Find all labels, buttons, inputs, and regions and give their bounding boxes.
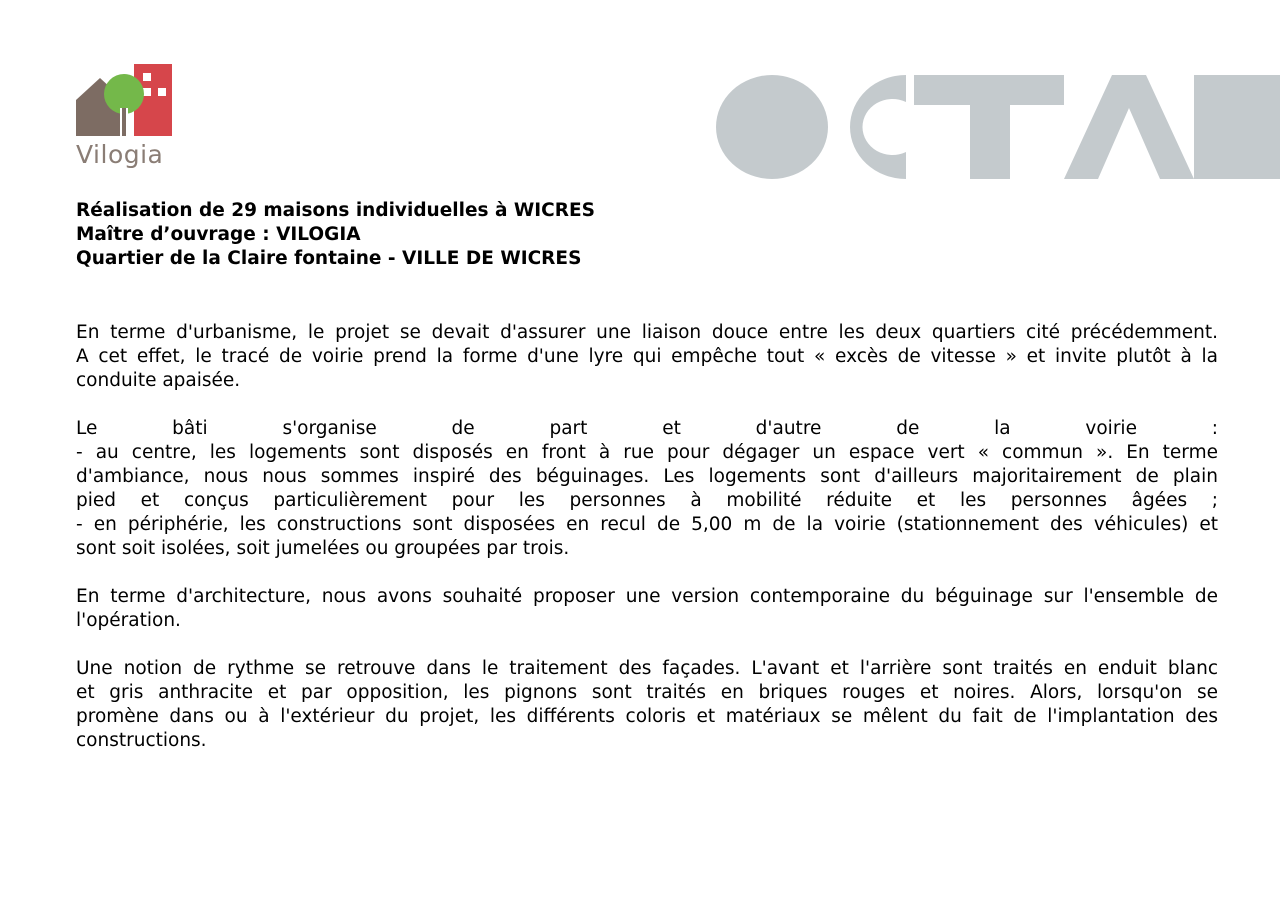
text-line: - en périphérie, les constructions sont disposées en recul de 5,00 m de la voirie (stationnement des véhicules) et <box>76 514 1218 535</box>
text-line: Le bâti s'organise de part et d'autre de la voirie : <box>76 418 1218 439</box>
title-line-client: Maître d’ouvrage : VILOGIA <box>76 224 361 245</box>
document-title <box>76 199 1216 271</box>
document-body <box>76 321 1218 777</box>
text-line: constructions. <box>76 730 207 751</box>
title-line-project: Réalisation de 29 maisons individuelles à WICRES <box>76 200 595 221</box>
paragraph-bati <box>76 417 1218 561</box>
text-line: sont soit isolées, soit jumelées ou groupées par trois. <box>76 538 570 559</box>
octa-logo <box>716 72 1280 182</box>
text-line: l'opération. <box>76 610 181 631</box>
paragraph-rythme <box>76 657 1218 753</box>
text-line: d'ambiance, nous nous sommes inspiré des béguinages. Les logements sont d'ailleurs majoritairement de plain <box>76 466 1218 487</box>
paragraph-architecture <box>76 585 1218 633</box>
page-header <box>0 0 1280 190</box>
text-line: - au centre, les logements sont disposés en front à rue pour dégager un espace vert « commun ». En terme <box>76 442 1218 463</box>
paragraph-urbanisme <box>76 321 1218 393</box>
text-line: A cet effet, le tracé de voirie prend la forme d'une lyre qui empêche tout « excès de vitesse » et invite plutôt à la <box>76 346 1218 367</box>
vilogia-emblem-icon <box>76 64 176 140</box>
octa-logo-mark-icon <box>716 72 1280 182</box>
text-line: En terme d'architecture, nous avons souhaité proposer une version contemporaine du béguinage sur l'ensemble de <box>76 586 1218 607</box>
text-line: Une notion de rythme se retrouve dans le traitement des façades. L'avant et l'arrière sont traités en enduit blanc <box>76 658 1218 679</box>
text-line: conduite apaisée. <box>76 370 241 391</box>
text-line: promène dans ou à l'extérieur du projet, les différents coloris et matériaux se mêlent du fait de l'implantation des <box>76 706 1218 727</box>
text-line: pied et conçus particulièrement pour les personnes à mobilité réduite et les personnes âgées ; <box>76 490 1218 511</box>
title-line-location: Quartier de la Claire fontaine - VILLE DE WICRES <box>76 248 582 269</box>
text-line: En terme d'urbanisme, le projet se devait d'assurer une liaison douce entre les deux quartiers cité précédemment. <box>76 322 1218 343</box>
vilogia-logo <box>76 64 176 176</box>
vilogia-wordmark: Vilogia <box>76 140 164 169</box>
text-line: et gris anthracite et par opposition, les pignons sont traités en briques rouges et noires. Alors, lorsqu'on se <box>76 682 1218 703</box>
